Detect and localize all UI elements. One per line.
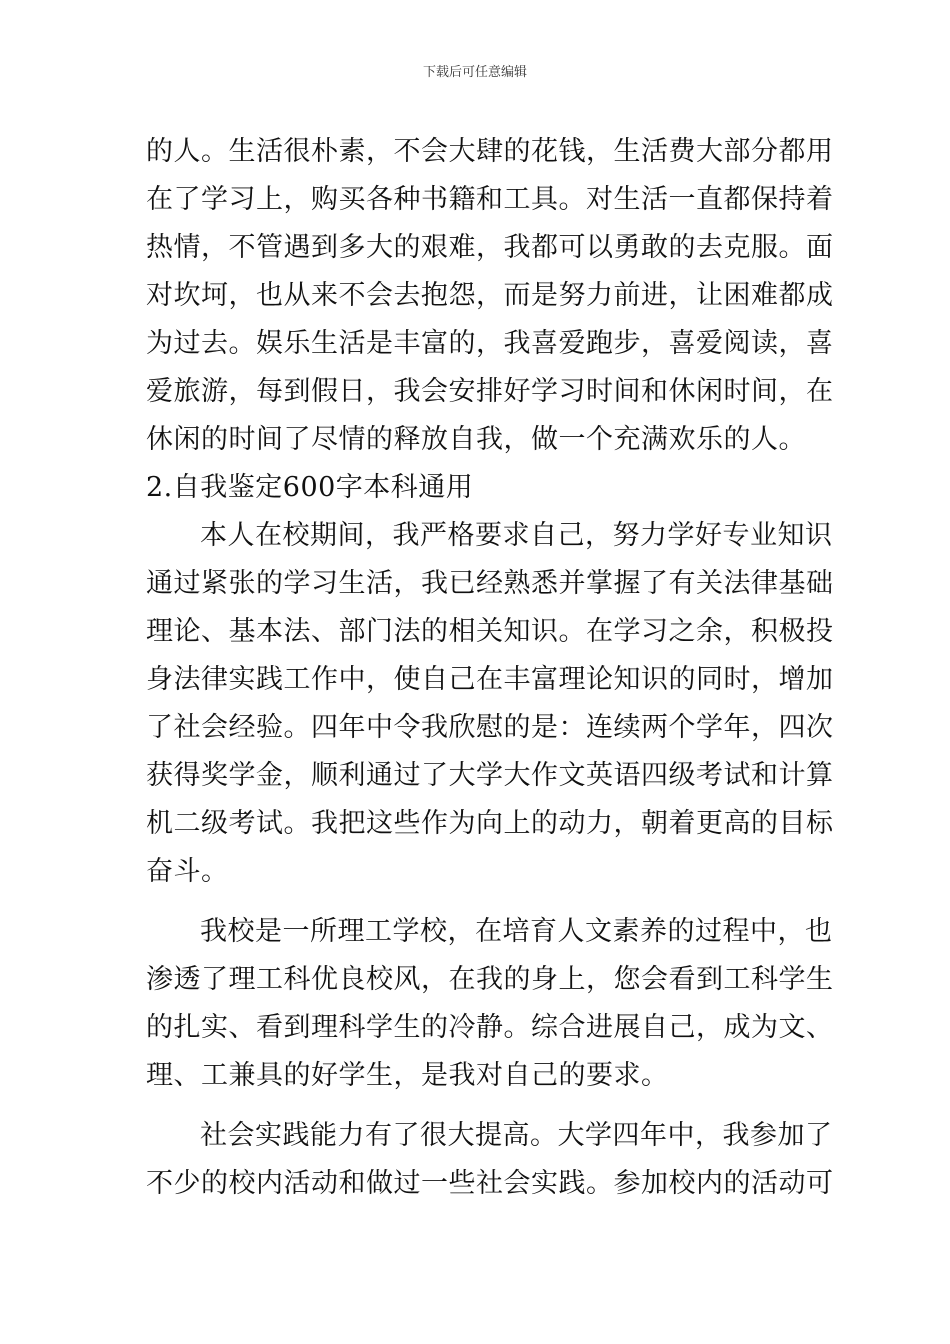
paragraph-line: 身法律实践工作中，使自己在丰富理论知识的同时，增加	[146, 664, 834, 695]
paragraph-line: 了社会经验。四年中令我欣慰的是：连续两个学年，四次	[146, 712, 834, 743]
paragraph-line: 在了学习上，购买各种书籍和工具。对生活一直都保持着	[146, 184, 834, 215]
paragraph-line: 本人在校期间，我严格要求自己，努力学好专业知识	[200, 520, 833, 551]
section-heading: 2.自我鉴定600字本科通用	[146, 472, 474, 503]
document-body	[146, 128, 834, 1208]
paragraph-line: 奋斗。	[146, 856, 229, 887]
paragraph-line: 休闲的时间了尽情的释放自我，做一个充满欢乐的人。	[146, 424, 806, 455]
paragraph-line: 社会实践能力有了很大提高。大学四年中，我参加了	[200, 1120, 833, 1151]
paragraph-line: 对坎坷，也从来不会去抱怨，而是努力前进，让困难都成	[146, 280, 834, 311]
page-header: 下载后可任意编辑	[422, 65, 527, 80]
paragraph-line: 获得奖学金，顺利通过了大学大作文英语四级考试和计算	[146, 760, 834, 791]
paragraph-gap	[146, 896, 810, 908]
paragraph-line: 理、工兼具的好学生，是我对自己的要求。	[146, 1060, 669, 1091]
paragraph-line: 热情，不管遇到多大的艰难，我都可以勇敢的去克服。面	[146, 232, 834, 263]
paragraph-line: 的人。生活很朴素，不会大肆的花钱，生活费大部分都用	[146, 136, 834, 167]
paragraph-line: 的扎实、看到理科学生的冷静。综合进展自己，成为文、	[146, 1012, 834, 1043]
paragraph-line: 我校是一所理工学校，在培育人文素养的过程中，也	[200, 916, 833, 947]
paragraph-line: 为过去。娱乐生活是丰富的，我喜爱跑步，喜爱阅读，喜	[146, 328, 834, 359]
paragraph-line: 渗透了理工科优良校风，在我的身上，您会看到工科学生	[146, 964, 834, 995]
paragraph-line: 机二级考试。我把这些作为向上的动力，朝着更高的目标	[146, 808, 834, 839]
paragraph-line: 爱旅游，每到假日，我会安排好学习时间和休闲时间，在	[146, 376, 834, 407]
paragraph-line: 理论、基本法、部门法的相关知识。在学习之余，积极投	[146, 616, 834, 647]
paragraph-line: 不少的校内活动和做过一些社会实践。参加校内的活动可	[146, 1168, 834, 1199]
paragraph-gap	[146, 1100, 810, 1112]
paragraph-line: 通过紧张的学习生活，我已经熟悉并掌握了有关法律基础	[146, 568, 834, 599]
